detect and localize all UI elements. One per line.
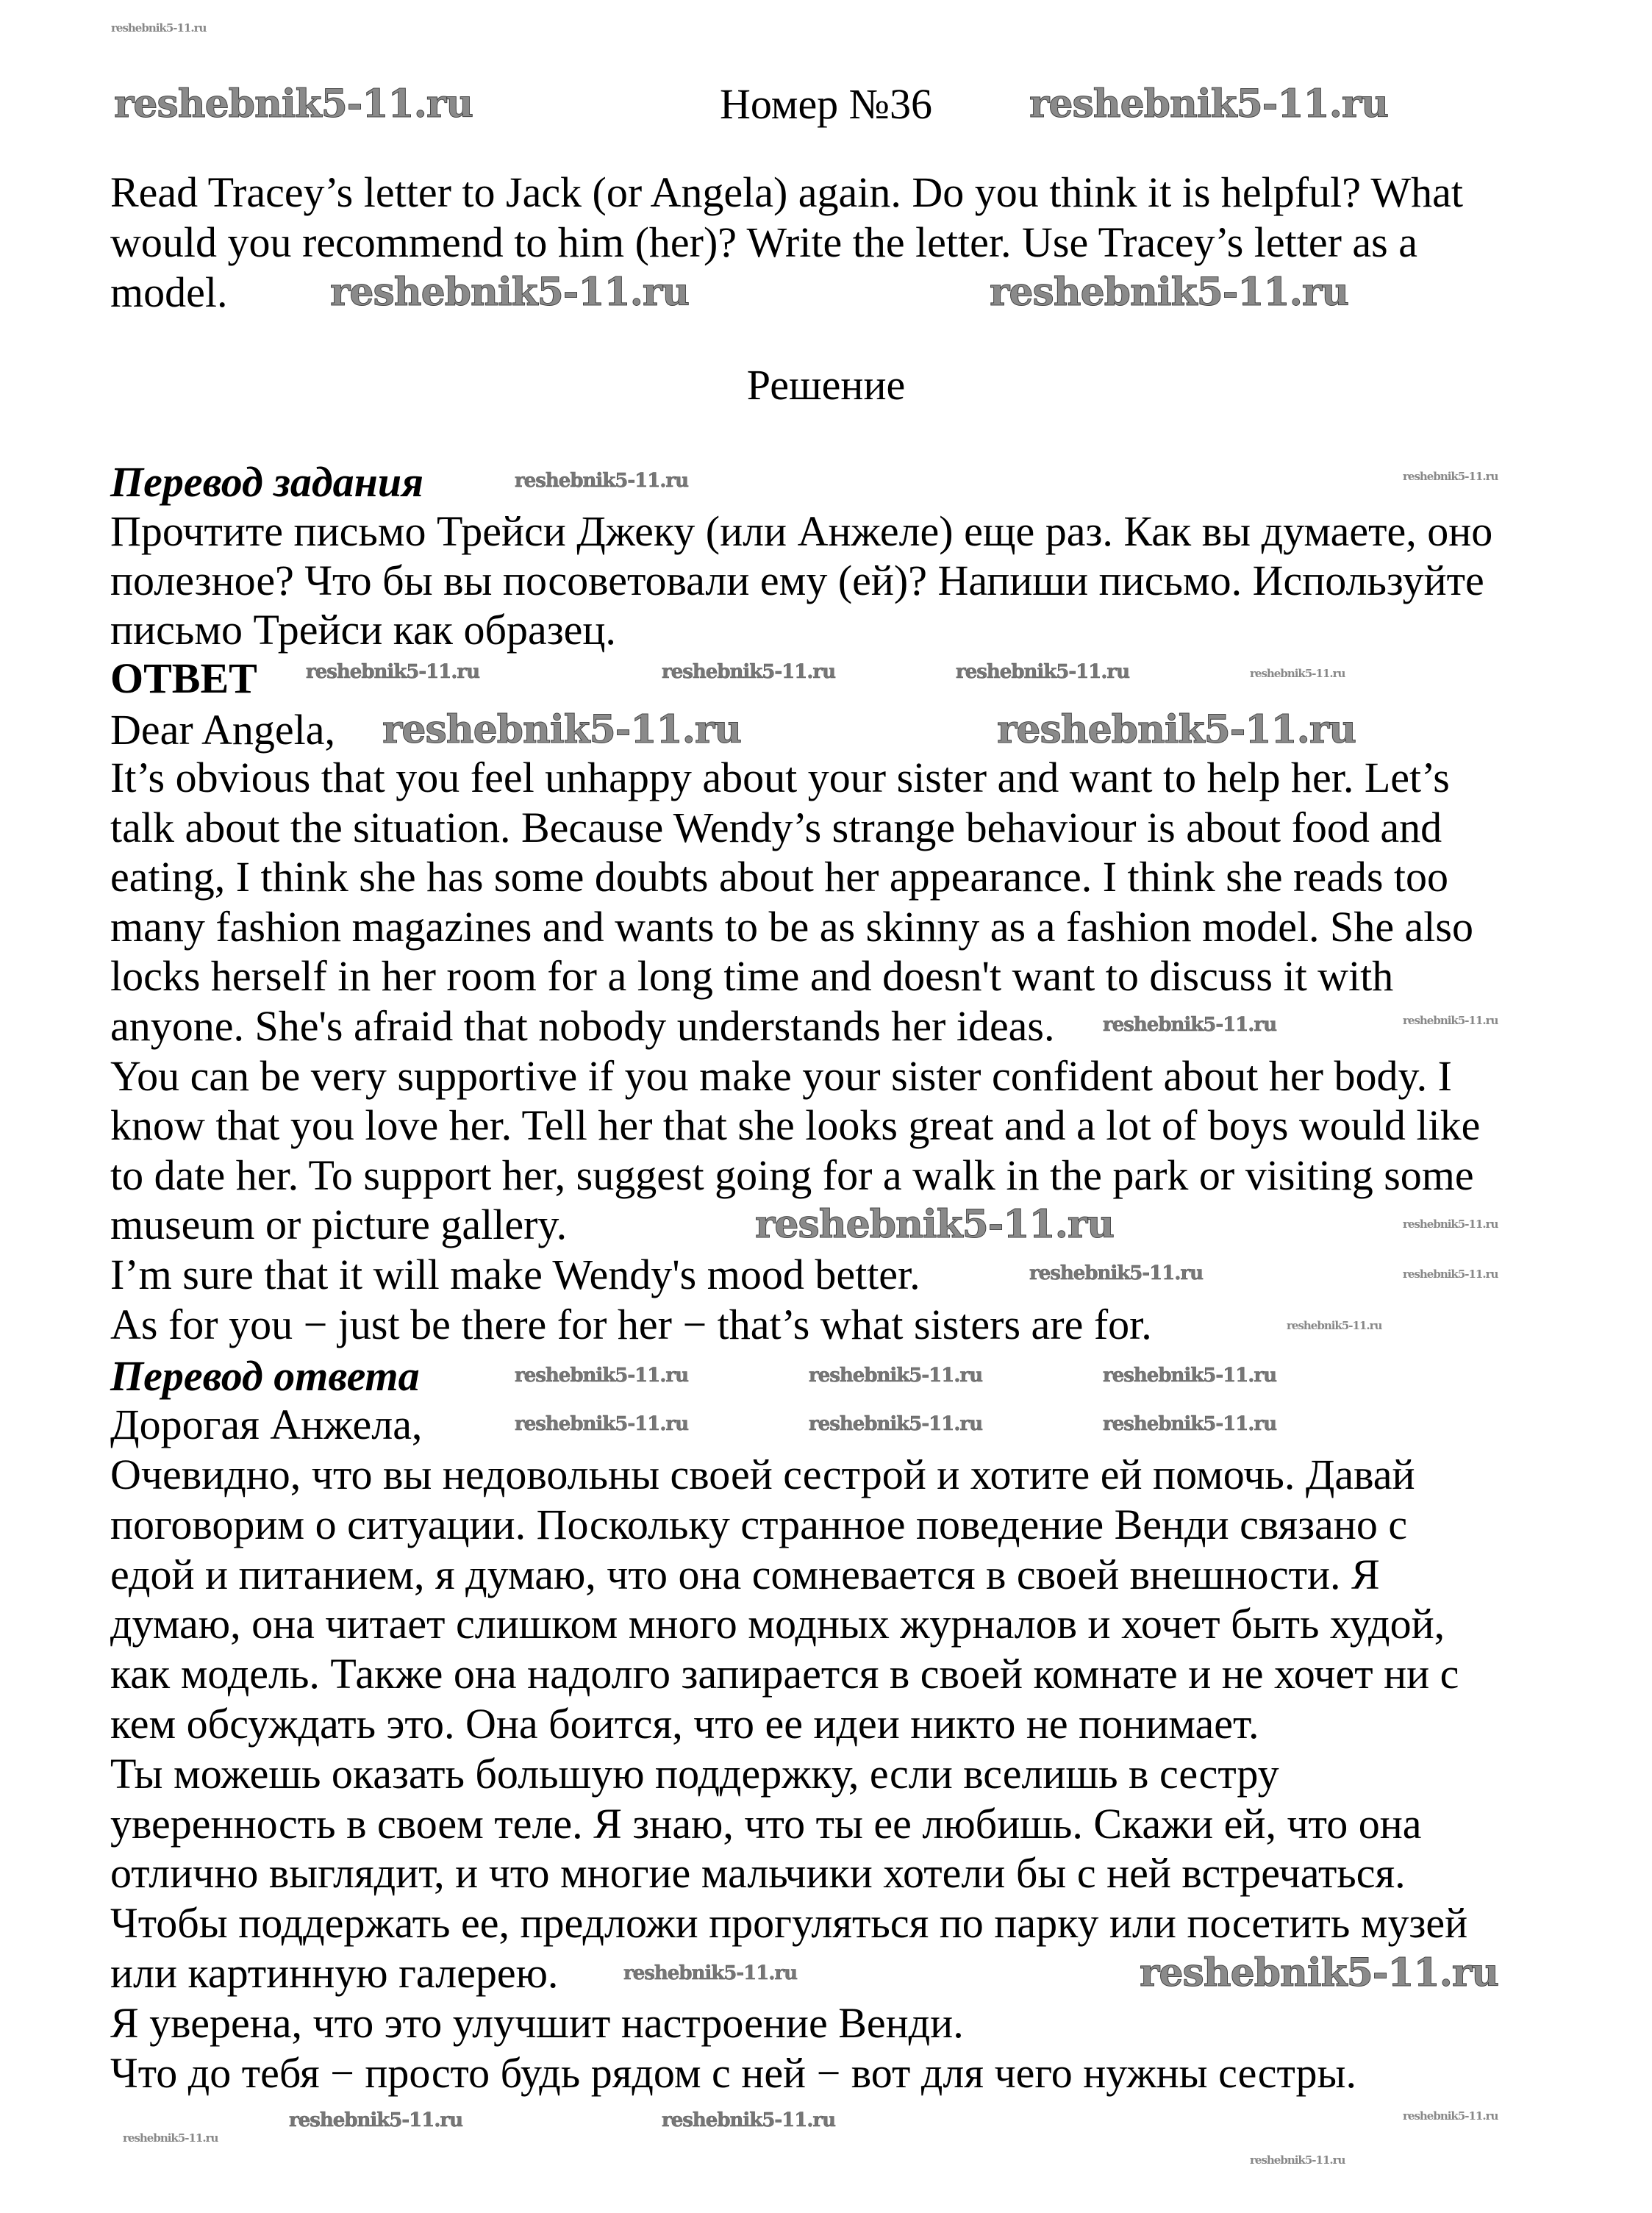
watermark: reshebnik5-11.ru — [1403, 1014, 1498, 1027]
text-line: Очевидно, что вы недовольны своей сестрой и хотите ей помочь. Давай — [110, 1451, 1415, 1498]
text-line: You can be very supportive if you make your sister confident about her body. I — [110, 1052, 1452, 1100]
text-line: Прочтите письмо Трейси Джеку (или Анжеле) еще раз. Как вы думаете, оно — [110, 507, 1493, 555]
watermark: reshebnik5-11.ru — [1403, 1218, 1498, 1231]
watermark: reshebnik5-11.ru — [1403, 1268, 1498, 1281]
text-line: eating, I think she has some doubts about her appearance. I think she reads too — [110, 853, 1449, 901]
watermark: reshebnik5-11.ru — [1029, 82, 1389, 126]
watermark: reshebnik5-11.ru — [956, 661, 1130, 683]
task-translation-heading: Перевод задания — [110, 458, 423, 506]
text-line: едой и питанием, я думаю, что она сомневается в своей внешности. Я — [110, 1551, 1380, 1598]
watermark: reshebnik5-11.ru — [1287, 1319, 1382, 1332]
watermark: reshebnik5-11.ru — [1250, 2153, 1345, 2167]
text-line: many fashion magazines and wants to be as skinny as a fashion model. She also — [110, 903, 1473, 951]
watermark: reshebnik5-11.ru — [111, 21, 207, 35]
text-line: поговорим о ситуации. Поскольку странное поведение Венди связано с — [110, 1501, 1408, 1548]
watermark: reshebnik5-11.ru — [123, 2131, 218, 2145]
watermark: reshebnik5-11.ru — [114, 82, 473, 126]
watermark: reshebnik5-11.ru — [662, 661, 836, 683]
text-line: отлично выглядит, и что многие мальчики хотели бы с ней встречаться. — [110, 1849, 1406, 1897]
watermark: reshebnik5-11.ru — [306, 661, 480, 683]
watermark: reshebnik5-11.ru — [1103, 1014, 1277, 1036]
answer-translation-greeting: Дорогая Анжела, — [110, 1401, 423, 1448]
text-line: anyone. She's afraid that nobody understands her ideas. — [110, 1002, 1055, 1050]
watermark: reshebnik5-11.ru — [1403, 470, 1498, 483]
text-line: I’m sure that it will make Wendy's mood better. — [110, 1251, 920, 1298]
watermark: reshebnik5-11.ru — [1103, 1413, 1277, 1435]
text-line: как модель. Также она надолго запирается в своей комнате и не хочет ни с — [110, 1650, 1459, 1698]
text-line: Я уверена, что это улучшит настроение Венди. — [110, 1999, 964, 2047]
text-line: model. — [110, 268, 228, 316]
watermark: reshebnik5-11.ru — [623, 1962, 798, 1984]
text-line: кем обсуждать это. Она боится, что ее идеи никто не понимает. — [110, 1700, 1259, 1748]
watermark: reshebnik5-11.ru — [330, 270, 690, 315]
text-line: полезное? Что бы вы посоветовали ему (ей)? Напиши письмо. Используйте — [110, 557, 1484, 604]
solution-label: Решение — [746, 361, 906, 409]
watermark: reshebnik5-11.ru — [1029, 1262, 1204, 1284]
text-line: думаю, она читает слишком много модных журналов и хочет быть худой, — [110, 1600, 1445, 1648]
watermark: reshebnik5-11.ru — [809, 1413, 983, 1435]
text-line: museum or picture gallery. — [110, 1201, 568, 1248]
watermark: reshebnik5-11.ru — [1103, 1365, 1277, 1387]
text-line: would you recommend to him (her)? Write the letter. Use Tracey’s letter as a — [110, 218, 1417, 266]
text-line: locks herself in her room for a long time and doesn't want to discuss it with — [110, 952, 1394, 1000]
answer-greeting: Dear Angela, — [110, 706, 335, 754]
text-line: Read Tracey’s letter to Jack (or Angela) again. Do you think it is helpful? What — [110, 168, 1463, 216]
watermark: reshebnik5-11.ru — [755, 1202, 1115, 1247]
text-line: Ты можешь оказать большую поддержку, если вселишь в сестру — [110, 1750, 1279, 1798]
text-line: уверенность в своем теле. Я знаю, что ты ее любишь. Скажи ей, что она — [110, 1800, 1422, 1848]
watermark: reshebnik5-11.ru — [382, 707, 742, 752]
answer-translation-heading: Перевод ответа — [110, 1352, 420, 1400]
text-line: talk about the situation. Because Wendy’s strange behaviour is about food and — [110, 804, 1442, 851]
text-line: As for you − just be there for her − that’s what sisters are for. — [110, 1301, 1152, 1348]
watermark: reshebnik5-11.ru — [515, 1365, 689, 1387]
text-line: to date her. To support her, suggest going for a walk in the park or visiting some — [110, 1151, 1474, 1199]
text-line: или картинную галерею. — [110, 1949, 559, 1997]
watermark: reshebnik5-11.ru — [990, 270, 1349, 315]
watermark: reshebnik5-11.ru — [1403, 2109, 1498, 2123]
text-line: письмо Трейси как образец. — [110, 606, 616, 654]
watermark: reshebnik5-11.ru — [515, 470, 689, 492]
watermark: reshebnik5-11.ru — [515, 1413, 689, 1435]
page-title: Номер №36 — [719, 80, 933, 128]
text-line: Чтобы поддержать ее, предложи прогуляться по парку или посетить музей — [110, 1899, 1468, 1947]
watermark: reshebnik5-11.ru — [997, 707, 1356, 752]
watermark: reshebnik5-11.ru — [1250, 667, 1345, 680]
text-line: Что до тебя − просто будь рядом с ней − вот для чего нужны сестры. — [110, 2049, 1357, 2097]
watermark: reshebnik5-11.ru — [809, 1365, 983, 1387]
watermark: reshebnik5-11.ru — [1140, 1951, 1499, 1995]
watermark: reshebnik5-11.ru — [289, 2109, 463, 2131]
answer-heading: ОТВЕТ — [110, 654, 257, 702]
text-line: know that you love her. Tell her that she looks great and a lot of boys would like — [110, 1101, 1481, 1149]
text-line: It’s obvious that you feel unhappy about your sister and want to help her. Let’s — [110, 754, 1450, 801]
watermark: reshebnik5-11.ru — [662, 2109, 836, 2131]
